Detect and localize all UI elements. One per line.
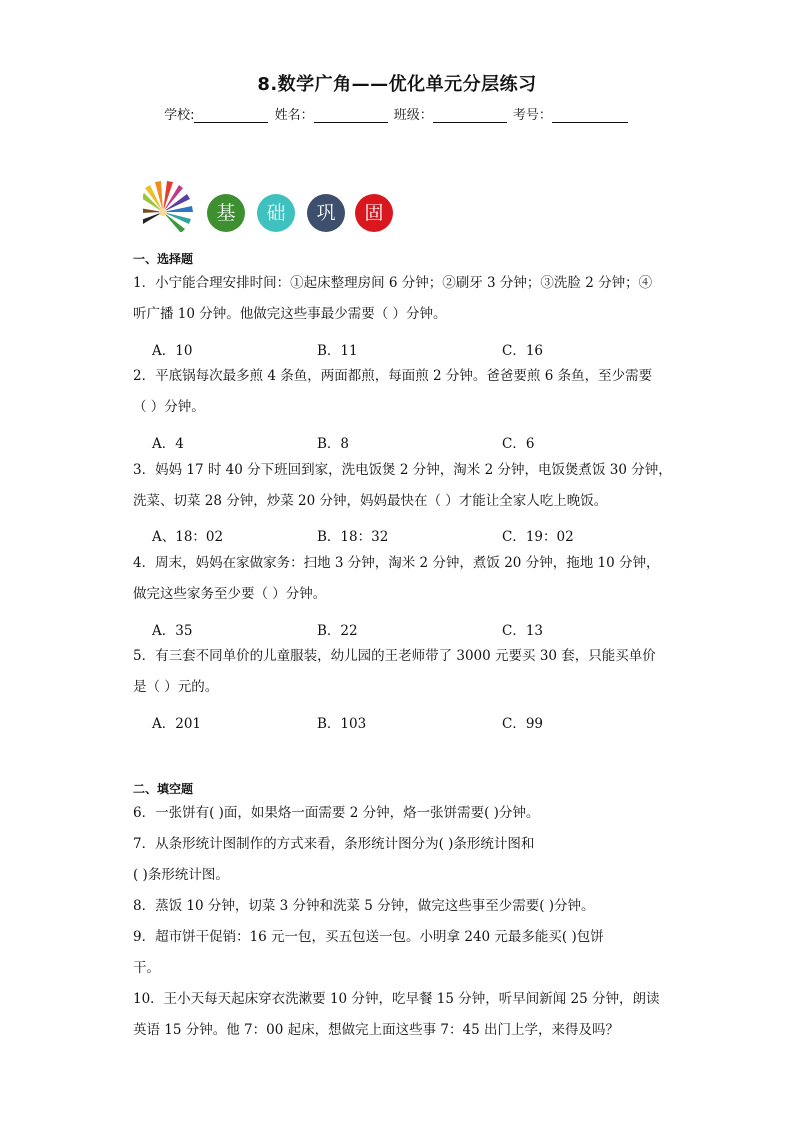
colored-pencils-icon [143, 172, 207, 232]
question-3 [133, 455, 673, 517]
option-c[interactable]: C．16 [502, 343, 544, 359]
question-text-line: 3．妈妈 17 时 40 分下班回到家，洗电饭煲 2 分钟，淘米 2 分钟，电饭煲煮饭 30 分钟， [133, 462, 672, 478]
question-text-line: 洗菜、切菜 28 分钟，炒菜 20 分钟，妈妈最快在（ ）才能让全家人吃上晚饭。 [133, 493, 608, 509]
class-label: 班级： [393, 108, 433, 123]
option-a[interactable]: A．10 [152, 343, 193, 359]
question-9-text: 9．超市饼干促销：16 元一包，买五包送一包。小明拿 240 元最多能买( )包饼 [133, 929, 604, 945]
option-a[interactable]: A．4 [152, 436, 184, 452]
option-c[interactable]: C．99 [502, 716, 544, 732]
question-4 [133, 548, 673, 610]
question-1 [133, 268, 673, 330]
option-b[interactable]: B．18：32 [317, 529, 389, 545]
option-a[interactable]: A．35 [152, 623, 193, 639]
school-field[interactable] [194, 108, 268, 123]
level-banner [143, 172, 403, 242]
option-c[interactable]: C．19：02 [502, 529, 574, 545]
section-title-choice: 一、选择题 [133, 252, 194, 266]
option-b[interactable]: B．103 [317, 716, 367, 732]
level-char-solid: 固 [355, 194, 393, 232]
question-text-line: 听广播 10 分钟。他做完这些事最少需要（ ）分钟。 [133, 306, 447, 322]
question-text-line: 是（ ）元的。 [133, 679, 219, 695]
option-b[interactable]: B．8 [317, 436, 350, 452]
exam-number-field[interactable] [552, 108, 628, 123]
page-title: 8.数学广角——优化单元分层练习 [257, 74, 537, 95]
fill-in-questions [133, 798, 673, 1046]
level-char-consolidate: 巩 [307, 194, 345, 232]
option-c[interactable]: C．6 [502, 436, 535, 452]
question-10-text-cont: 英语 15 分钟。他 7：00 起床，想做完上面这些事 7：45 出门上学，来得及吗？ [133, 1022, 619, 1038]
option-a[interactable]: A．201 [152, 716, 202, 732]
exam-number-label: 考号： [512, 108, 552, 123]
question-6-text: 6．一张饼有( )面，如果烙一面需要 2 分钟，烙一张饼需要( )分钟。 [133, 805, 540, 821]
name-label: 姓名： [274, 108, 314, 123]
question-text-line: 做完这些家务至少要（ ）分钟。 [133, 586, 327, 602]
question-text-line: 2．平底锅每次最多煎 4 条鱼，两面都煎，每面煎 2 分钟。爸爸要煎 6 条鱼，至少需要 [133, 368, 653, 384]
option-b[interactable]: B．11 [317, 343, 358, 359]
school-label: 学校: [164, 108, 195, 123]
question-text-line: （ ）分钟。 [133, 399, 205, 415]
section-title-fill-in: 二、填空题 [133, 782, 194, 796]
question-7-text-cont: ( )条形统计图。 [133, 867, 229, 883]
student-info-row [0, 104, 794, 123]
question-2 [133, 361, 673, 423]
question-10-text: 10．王小天每天起床穿衣洗漱要 10 分钟，吃早餐 15 分钟，听早间新闻 25 分钟，朗读 [133, 991, 660, 1007]
question-7-text: 7．从条形统计图制作的方式来看，条形统计图分为( )条形统计图和 [133, 836, 535, 852]
question-9-text-cont: 干。 [133, 960, 160, 976]
question-5 [133, 641, 673, 703]
option-c[interactable]: C．13 [502, 623, 544, 639]
question-8-text: 8．蒸饭 10 分钟，切菜 3 分钟和洗菜 5 分钟，做完这些事至少需要( )分钟。 [133, 898, 595, 914]
question-text-line: 1．小宁能合理安排时间：①起床整理房间 6 分钟；②刷牙 3 分钟；③洗脸 2 分钟；④ [133, 275, 653, 291]
option-a[interactable]: A、18：02 [152, 529, 224, 545]
level-char-foundation: 础 [257, 194, 295, 232]
question-text-line: 4．周末，妈妈在家做家务：扫地 3 分钟，淘米 2 分钟，煮饭 20 分钟，拖地 10 分钟， [133, 555, 660, 571]
option-b[interactable]: B．22 [317, 623, 358, 639]
name-field[interactable] [314, 108, 388, 123]
question-text-line: 5．有三套不同单价的儿童服装，幼儿园的王老师带了 3000 元要买 30 套，只能买单价 [133, 648, 656, 664]
level-char-basic: 基 [207, 194, 245, 232]
class-field[interactable] [433, 108, 507, 123]
